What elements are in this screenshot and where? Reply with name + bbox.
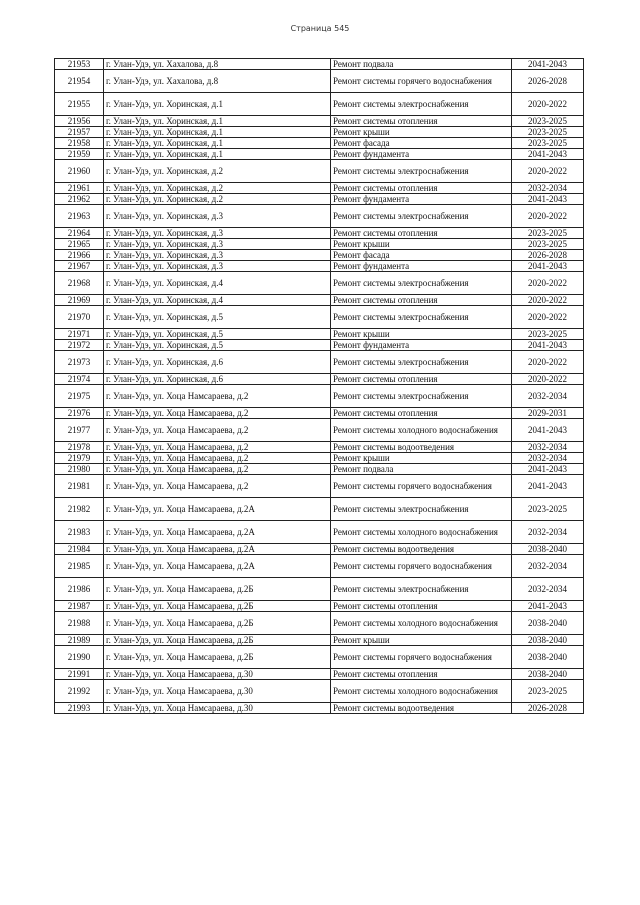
period-cell: 2023-2025 <box>512 680 584 703</box>
address-cell: г. Улан-Удэ, ул. Хоца Намсараева, д.2А <box>104 521 331 544</box>
row-number-cell: 21962 <box>55 194 104 205</box>
address-cell: г. Улан-Удэ, ул. Хоца Намсараева, д.30 <box>104 703 331 714</box>
address-cell: г. Улан-Удэ, ул. Хоринская, д.3 <box>104 228 331 239</box>
table-row <box>55 70 584 93</box>
table-row <box>55 205 584 228</box>
row-number-cell: 21972 <box>55 340 104 351</box>
address-cell: г. Улан-Удэ, ул. Хоца Намсараева, д.30 <box>104 680 331 703</box>
period-cell: 2041-2043 <box>512 464 584 475</box>
period-cell: 2038-2040 <box>512 544 584 555</box>
row-number-cell: 21981 <box>55 475 104 498</box>
row-number-cell: 21963 <box>55 205 104 228</box>
work-type-cell: Ремонт системы отопления <box>331 374 512 385</box>
address-cell: г. Улан-Удэ, ул. Хоца Намсараева, д.2Б <box>104 578 331 601</box>
row-number-cell: 21961 <box>55 183 104 194</box>
address-cell: г. Улан-Удэ, ул. Хоца Намсараева, д.2 <box>104 442 331 453</box>
address-cell: г. Улан-Удэ, ул. Хоринская, д.3 <box>104 261 331 272</box>
period-cell: 2023-2025 <box>512 228 584 239</box>
work-type-cell: Ремонт системы электроснабжения <box>331 272 512 295</box>
work-type-cell: Ремонт фундамента <box>331 149 512 160</box>
row-number-cell: 21986 <box>55 578 104 601</box>
row-number-cell: 21976 <box>55 408 104 419</box>
address-cell: г. Улан-Удэ, ул. Хоца Намсараева, д.2 <box>104 464 331 475</box>
table-row <box>55 544 584 555</box>
work-type-cell: Ремонт крыши <box>331 453 512 464</box>
work-type-cell: Ремонт системы отопления <box>331 116 512 127</box>
period-cell: 2020-2022 <box>512 205 584 228</box>
table-row <box>55 228 584 239</box>
work-type-cell: Ремонт системы холодного водоснабжения <box>331 680 512 703</box>
address-cell: г. Улан-Удэ, ул. Хоца Намсараева, д.2 <box>104 475 331 498</box>
row-number-cell: 21956 <box>55 116 104 127</box>
work-type-cell: Ремонт системы электроснабжения <box>331 205 512 228</box>
address-cell: г. Улан-Удэ, ул. Хоца Намсараева, д.2А <box>104 544 331 555</box>
table-row <box>55 306 584 329</box>
address-cell: г. Улан-Удэ, ул. Хоца Намсараева, д.30 <box>104 669 331 680</box>
address-cell: г. Улан-Удэ, ул. Хоринская, д.3 <box>104 239 331 250</box>
row-number-cell: 21978 <box>55 442 104 453</box>
table-row <box>55 272 584 295</box>
period-cell: 2038-2040 <box>512 612 584 635</box>
table-row <box>55 635 584 646</box>
work-type-cell: Ремонт системы горячего водоснабжения <box>331 646 512 669</box>
period-cell: 2029-2031 <box>512 408 584 419</box>
address-cell: г. Улан-Удэ, ул. Хоца Намсараева, д.2Б <box>104 612 331 635</box>
row-number-cell: 21959 <box>55 149 104 160</box>
work-type-cell: Ремонт фундамента <box>331 340 512 351</box>
work-type-cell: Ремонт фундамента <box>331 194 512 205</box>
work-type-cell: Ремонт системы водоотведения <box>331 703 512 714</box>
row-number-cell: 21965 <box>55 239 104 250</box>
row-number-cell: 21969 <box>55 295 104 306</box>
address-cell: г. Улан-Удэ, ул. Хоринская, д.5 <box>104 306 331 329</box>
table-row <box>55 578 584 601</box>
address-cell: г. Улан-Удэ, ул. Хоринская, д.1 <box>104 127 331 138</box>
table-row <box>55 261 584 272</box>
address-cell: г. Улан-Удэ, ул. Хоринская, д.2 <box>104 183 331 194</box>
table-row <box>55 138 584 149</box>
work-type-cell: Ремонт системы отопления <box>331 228 512 239</box>
address-cell: г. Улан-Удэ, ул. Хоринская, д.5 <box>104 340 331 351</box>
work-type-cell: Ремонт системы отопления <box>331 183 512 194</box>
period-cell: 2032-2034 <box>512 521 584 544</box>
period-cell: 2041-2043 <box>512 601 584 612</box>
row-number-cell: 21993 <box>55 703 104 714</box>
table-row <box>55 555 584 578</box>
work-type-cell: Ремонт системы отопления <box>331 295 512 306</box>
table-row <box>55 464 584 475</box>
table-row <box>55 340 584 351</box>
address-cell: г. Улан-Удэ, ул. Хоца Намсараева, д.2А <box>104 555 331 578</box>
work-type-cell: Ремонт системы холодного водоснабжения <box>331 521 512 544</box>
row-number-cell: 21982 <box>55 498 104 521</box>
work-type-cell: Ремонт системы электроснабжения <box>331 351 512 374</box>
work-type-cell: Ремонт крыши <box>331 127 512 138</box>
work-type-cell: Ремонт подвала <box>331 59 512 70</box>
row-number-cell: 21988 <box>55 612 104 635</box>
work-type-cell: Ремонт системы электроснабжения <box>331 306 512 329</box>
address-cell: г. Улан-Удэ, ул. Хоца Намсараева, д.2А <box>104 498 331 521</box>
work-type-cell: Ремонт фасада <box>331 250 512 261</box>
row-number-cell: 21983 <box>55 521 104 544</box>
address-cell: г. Улан-Удэ, ул. Хоринская, д.6 <box>104 374 331 385</box>
table-row <box>55 475 584 498</box>
address-cell: г. Улан-Удэ, ул. Хоринская, д.1 <box>104 138 331 149</box>
period-cell: 2041-2043 <box>512 194 584 205</box>
row-number-cell: 21966 <box>55 250 104 261</box>
row-number-cell: 21990 <box>55 646 104 669</box>
table-row <box>55 669 584 680</box>
period-cell: 2023-2025 <box>512 498 584 521</box>
table-row <box>55 442 584 453</box>
address-cell: г. Улан-Удэ, ул. Хахалова, д.8 <box>104 59 331 70</box>
work-type-cell: Ремонт крыши <box>331 635 512 646</box>
work-type-cell: Ремонт системы электроснабжения <box>331 385 512 408</box>
table-row <box>55 93 584 116</box>
address-cell: г. Улан-Удэ, ул. Хоца Намсараева, д.2Б <box>104 646 331 669</box>
work-type-cell: Ремонт системы отопления <box>331 669 512 680</box>
row-number-cell: 21975 <box>55 385 104 408</box>
row-number-cell: 21974 <box>55 374 104 385</box>
period-cell: 2032-2034 <box>512 442 584 453</box>
row-number-cell: 21992 <box>55 680 104 703</box>
table-row <box>55 127 584 138</box>
period-cell: 2041-2043 <box>512 340 584 351</box>
address-cell: г. Улан-Удэ, ул. Хоринская, д.4 <box>104 295 331 306</box>
address-cell: г. Улан-Удэ, ул. Хоца Намсараева, д.2 <box>104 385 331 408</box>
period-cell: 2026-2028 <box>512 70 584 93</box>
period-cell: 2020-2022 <box>512 295 584 306</box>
period-cell: 2038-2040 <box>512 669 584 680</box>
period-cell: 2032-2034 <box>512 453 584 464</box>
address-cell: г. Улан-Удэ, ул. Хоринская, д.5 <box>104 329 331 340</box>
table-row <box>55 703 584 714</box>
row-number-cell: 21968 <box>55 272 104 295</box>
row-number-cell: 21958 <box>55 138 104 149</box>
table-row <box>55 295 584 306</box>
row-number-cell: 21985 <box>55 555 104 578</box>
work-type-cell: Ремонт системы отопления <box>331 408 512 419</box>
work-type-cell: Ремонт системы водоотведения <box>331 442 512 453</box>
period-cell: 2023-2025 <box>512 239 584 250</box>
table-row <box>55 149 584 160</box>
period-cell: 2026-2028 <box>512 250 584 261</box>
work-type-cell: Ремонт системы отопления <box>331 601 512 612</box>
work-type-cell: Ремонт системы электроснабжения <box>331 93 512 116</box>
table-row <box>55 601 584 612</box>
row-number-cell: 21957 <box>55 127 104 138</box>
period-cell: 2020-2022 <box>512 351 584 374</box>
row-number-cell: 21970 <box>55 306 104 329</box>
period-cell: 2020-2022 <box>512 374 584 385</box>
row-number-cell: 21989 <box>55 635 104 646</box>
address-cell: г. Улан-Удэ, ул. Хоринская, д.1 <box>104 149 331 160</box>
table-body <box>55 59 584 714</box>
work-type-cell: Ремонт системы горячего водоснабжения <box>331 475 512 498</box>
work-type-cell: Ремонт системы горячего водоснабжения <box>331 70 512 93</box>
work-type-cell: Ремонт системы горячего водоснабжения <box>331 555 512 578</box>
period-cell: 2020-2022 <box>512 93 584 116</box>
table-row <box>55 374 584 385</box>
row-number-cell: 21960 <box>55 160 104 183</box>
address-cell: г. Улан-Удэ, ул. Хоца Намсараева, д.2Б <box>104 635 331 646</box>
period-cell: 2032-2034 <box>512 555 584 578</box>
period-cell: 2041-2043 <box>512 475 584 498</box>
period-cell: 2020-2022 <box>512 272 584 295</box>
period-cell: 2032-2034 <box>512 385 584 408</box>
table-row <box>55 453 584 464</box>
period-cell: 2020-2022 <box>512 160 584 183</box>
address-cell: г. Улан-Удэ, ул. Хоца Намсараева, д.2Б <box>104 601 331 612</box>
address-cell: г. Улан-Удэ, ул. Хоринская, д.3 <box>104 205 331 228</box>
table-row <box>55 194 584 205</box>
address-cell: г. Улан-Удэ, ул. Хоринская, д.2 <box>104 160 331 183</box>
row-number-cell: 21973 <box>55 351 104 374</box>
table-row <box>55 498 584 521</box>
address-cell: г. Улан-Удэ, ул. Хахалова, д.8 <box>104 70 331 93</box>
period-cell: 2038-2040 <box>512 635 584 646</box>
period-cell: 2023-2025 <box>512 116 584 127</box>
table-row <box>55 183 584 194</box>
page-number-header: Страница 545 <box>290 24 350 33</box>
work-type-cell: Ремонт фасада <box>331 138 512 149</box>
table-row <box>55 160 584 183</box>
period-cell: 2032-2034 <box>512 183 584 194</box>
period-cell: 2023-2025 <box>512 138 584 149</box>
work-type-cell: Ремонт крыши <box>331 239 512 250</box>
work-type-cell: Ремонт подвала <box>331 464 512 475</box>
repair-schedule-table <box>54 58 584 714</box>
work-type-cell: Ремонт системы холодного водоснабжения <box>331 612 512 635</box>
table-row <box>55 116 584 127</box>
address-cell: г. Улан-Удэ, ул. Хоца Намсараева, д.2 <box>104 419 331 442</box>
table-row <box>55 612 584 635</box>
work-type-cell: Ремонт системы электроснабжения <box>331 578 512 601</box>
work-type-cell: Ремонт системы водоотведения <box>331 544 512 555</box>
row-number-cell: 21953 <box>55 59 104 70</box>
row-number-cell: 21954 <box>55 70 104 93</box>
work-type-cell: Ремонт системы холодного водоснабжения <box>331 419 512 442</box>
work-type-cell: Ремонт системы электроснабжения <box>331 160 512 183</box>
row-number-cell: 21955 <box>55 93 104 116</box>
work-type-cell: Ремонт крыши <box>331 329 512 340</box>
period-cell: 2023-2025 <box>512 127 584 138</box>
period-cell: 2041-2043 <box>512 149 584 160</box>
row-number-cell: 21984 <box>55 544 104 555</box>
row-number-cell: 21971 <box>55 329 104 340</box>
row-number-cell: 21964 <box>55 228 104 239</box>
table-row <box>55 59 584 70</box>
table-row <box>55 680 584 703</box>
table-row <box>55 329 584 340</box>
period-cell: 2032-2034 <box>512 578 584 601</box>
address-cell: г. Улан-Удэ, ул. Хоринская, д.1 <box>104 93 331 116</box>
address-cell: г. Улан-Удэ, ул. Хоринская, д.4 <box>104 272 331 295</box>
period-cell: 2041-2043 <box>512 419 584 442</box>
work-type-cell: Ремонт фундамента <box>331 261 512 272</box>
address-cell: г. Улан-Удэ, ул. Хоца Намсараева, д.2 <box>104 453 331 464</box>
row-number-cell: 21991 <box>55 669 104 680</box>
row-number-cell: 21987 <box>55 601 104 612</box>
row-number-cell: 21979 <box>55 453 104 464</box>
period-cell: 2041-2043 <box>512 261 584 272</box>
row-number-cell: 21980 <box>55 464 104 475</box>
period-cell: 2038-2040 <box>512 646 584 669</box>
row-number-cell: 21977 <box>55 419 104 442</box>
period-cell: 2041-2043 <box>512 59 584 70</box>
address-cell: г. Улан-Удэ, ул. Хоца Намсараева, д.2 <box>104 408 331 419</box>
table-row <box>55 351 584 374</box>
address-cell: г. Улан-Удэ, ул. Хоринская, д.6 <box>104 351 331 374</box>
table-row <box>55 408 584 419</box>
table-row <box>55 521 584 544</box>
period-cell: 2020-2022 <box>512 306 584 329</box>
table-row <box>55 385 584 408</box>
table-row <box>55 646 584 669</box>
row-number-cell: 21967 <box>55 261 104 272</box>
period-cell: 2026-2028 <box>512 703 584 714</box>
table-row <box>55 239 584 250</box>
address-cell: г. Улан-Удэ, ул. Хоринская, д.2 <box>104 194 331 205</box>
address-cell: г. Улан-Удэ, ул. Хоринская, д.3 <box>104 250 331 261</box>
address-cell: г. Улан-Удэ, ул. Хоринская, д.1 <box>104 116 331 127</box>
work-type-cell: Ремонт системы электроснабжения <box>331 498 512 521</box>
table-row <box>55 250 584 261</box>
table-row <box>55 419 584 442</box>
period-cell: 2023-2025 <box>512 329 584 340</box>
